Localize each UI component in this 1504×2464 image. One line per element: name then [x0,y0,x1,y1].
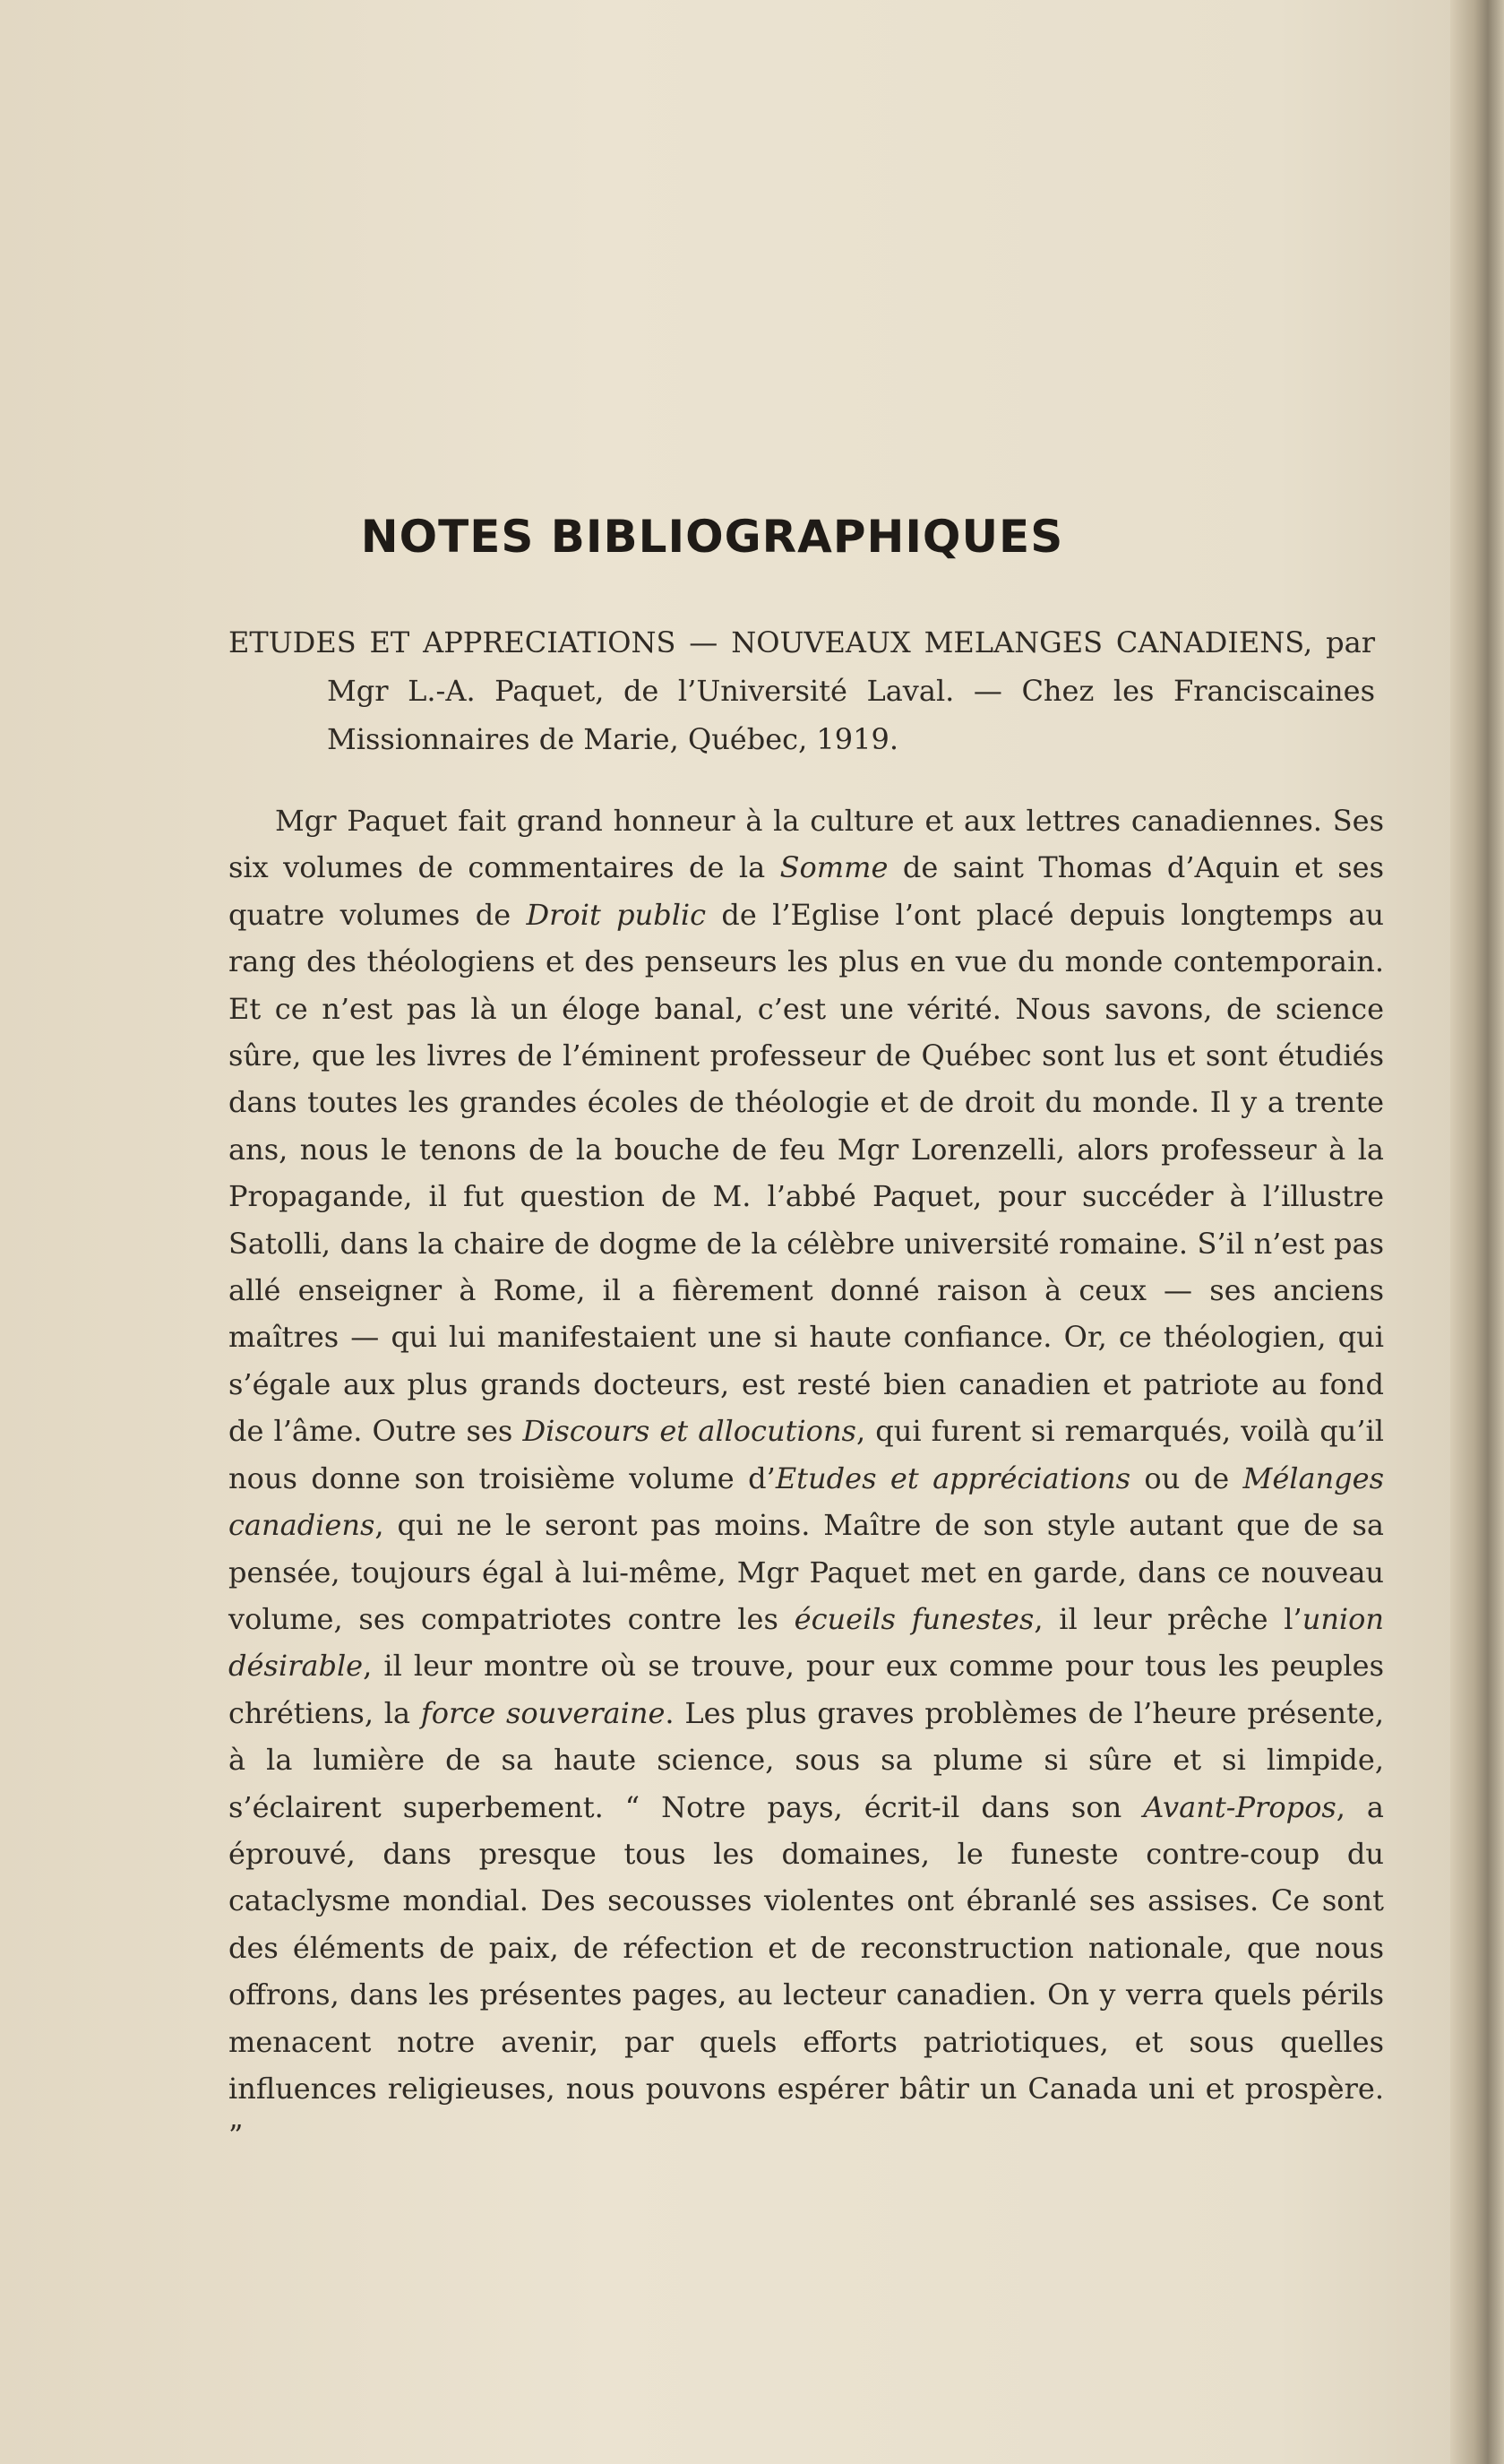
italic-title-somme: Somme [779,850,889,885]
italic-title-etudes: Etudes et appréciations [775,1460,1131,1495]
review-body [228,797,1384,2159]
text-run: ou de [1130,1460,1243,1495]
review-paragraph [228,797,1384,2159]
italic-title-melanges: Mélanges canadiens [228,1460,1385,1543]
text-run: , a éprouvé, dans presque tous les domaines, le funeste contre-coup du cataclysme mondial. Des secousses violentes ont ébranlé ses assises. Ce sont des éléments de paix, de réfection et de reconstruction nationale, que nous offrons, dans les présentes pages, au lecteur canadien. On y verra quels périls menacent notre avenir, par quels efforts patriotiques, et sous quelles influences religieuses, nous pouvons espérer bâtir un Canada uni et prospère. ” [228,1789,1385,2153]
text-run: , qui furent si remarqués, voilà qu’il nous donne son troisième volume d’ [228,1414,1385,1495]
text-run: Mgr Paquet fait grand honneur à la culture et aux lettres canadiennes. Ses six volumes de commentaires de la [228,804,1384,885]
italic-phrase-ecueils: écueils funestes [794,1601,1035,1636]
book-spine-shadow [1450,0,1504,2464]
italic-title-discours: Discours et allocutions [522,1414,856,1449]
citation-text: ETUDES ET APPRECIATIONS — NOUVEAUX MELANGES CANADIENS, par Mgr L.-A. Paquet, de l’Université Laval. — Chez les Franciscaines Missionnaires de Marie, Québec, 1919. [228,625,1375,756]
text-run: , qui ne le seront pas moins. Maître de son style autant que de sa pensée, toujours égal à lui-même, Mgr Paquet met en garde, dans ce nouveau volume, ses compatriotes contre les [228,1508,1384,1636]
text-run: de l’Eglise l’ont placé depuis longtemps au rang des théologiens et des penseurs les plus en vue du monde contemporain. Et ce n’est pas là un éloge banal, c’est une vérité. Nous savons, de science sûre, que les livres de l’éminent professeur de Québec sont lus et sont étudiés dans toutes les grandes écoles de théologie et de droit du monde. Il y a trente ans, nous le tenons de la bouche de feu Mgr Lorenzelli, alors professeur à la Propagande, il fut question de M. l’abbé Paquet, pour succéder à l’illustre Satolli, dans la chaire de dogme de la célèbre université romaine. S’il n’est pas allé enseigner à Rome, il a fièrement donné raison à ceux — ses anciens maîtres — qui lui manifestaient une si haute confiance. Or, ce théologien, qui s’égale aux plus grands docteurs, est resté bien canadien et patriote au fond de l’âme. Outre ses [228,897,1385,1449]
italic-title-avant-propos: Avant-Propos [1143,1789,1336,1824]
text-run: , il leur montre où se trouve, pour eux comme pour tous les peuples chrétiens, la [228,1649,1384,1730]
text-run: . Les plus graves problèmes de l’heure présente, à la lumière de sa haute science, sous sa plume si sûre et si limpide, s’éclairent superbement. “ Notre pays, écrit-il dans son [228,1695,1385,1824]
italic-title-droit-public: Droit public [526,897,707,932]
book-citation [228,618,1375,763]
text-run: , il leur prêche l’ [1034,1601,1302,1636]
italic-phrase-union: union désirable [228,1601,1385,1684]
italic-phrase-force: force souveraine [420,1695,666,1730]
page-title: NOTES BIBLIOGRAPHIQUES [360,511,1064,563]
text-run: de saint Thomas d’Aquin et ses quatre volumes de [228,850,1384,932]
